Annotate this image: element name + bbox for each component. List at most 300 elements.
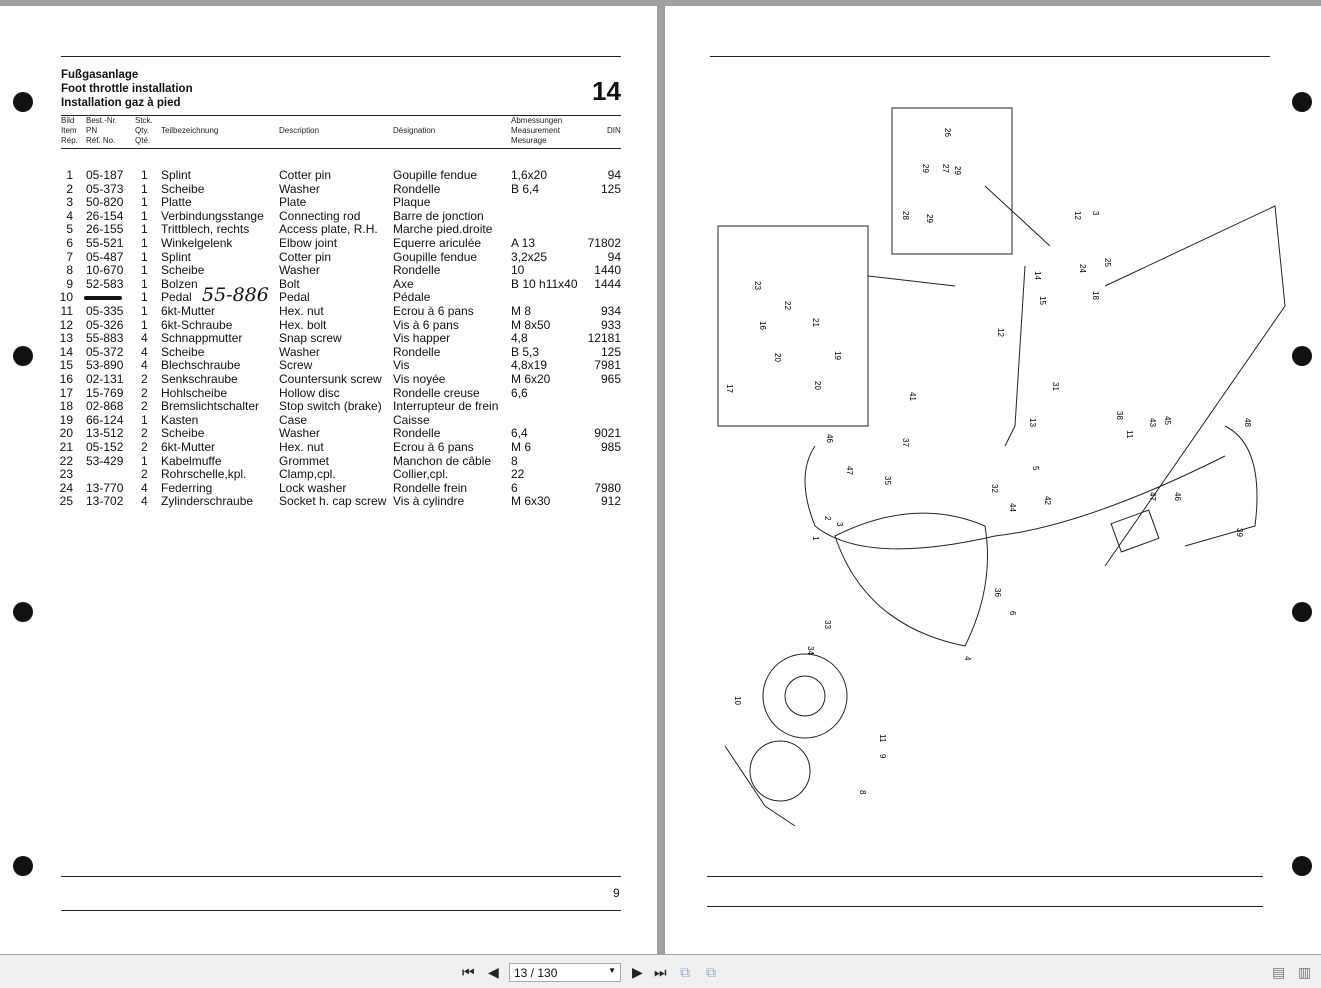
cell-pn: 10-670 [86,263,124,278]
cell-item: 10 [59,290,73,305]
callout-label: 23 [753,281,762,290]
callout-label: 15 [1038,296,1047,305]
cell-qty: 1 [141,290,148,305]
cell-teil: 6kt-Mutter [161,304,216,318]
cell-teil: Trittblech, rechts [161,222,250,237]
cell-pn: 55-521 [86,236,124,250]
pressure-plate [763,654,847,738]
cell-description: Stop switch (brake) [279,399,382,414]
cell-teil: Rohrschelle,kpl. [161,467,247,482]
struck-out-part-number [84,296,122,300]
cell-description: Pedal [279,290,310,305]
cell-qty: 4 [141,480,148,495]
cell-measurement: 6,6 [511,385,528,400]
col-header-pn-en: PN [86,126,98,135]
callout-label: 47 [1148,492,1157,501]
cell-qty: 1 [141,208,148,223]
col-header-din: DIN [607,126,621,135]
callout-label: 12 [1073,211,1082,220]
cell-measurement: B 6,4 [511,181,540,196]
cell-teil: Winkelgelenk [161,236,233,250]
cell-qty: 1 [141,453,148,468]
cell-pn: 52-583 [86,276,124,291]
callout-label: 14 [1033,271,1042,280]
divider [61,876,621,877]
cell-designation: Barre de jonction [393,208,484,223]
cell-pn: 13-702 [86,494,124,509]
cell-description: Socket h. cap screw [279,494,387,509]
callout-label: 29 [925,214,934,223]
cell-teil: Senkschraube [161,372,238,386]
callout-label: 3 [835,522,844,527]
table-row [0,331,657,345]
callout-label: 10 [733,696,742,705]
table-row [0,222,657,236]
cell-item: 3 [66,195,73,210]
cell-qty: 2 [141,372,148,386]
cell-item: 18 [59,399,73,414]
callout-label: 16 [758,321,767,330]
cell-teil: Kasten [161,412,199,427]
col-header-teil: Teilbezeichnung [161,126,219,135]
cell-designation: Vis à 6 pans [393,317,459,332]
cell-designation: Rondelle [393,181,441,196]
cell-teil: Pedal [161,290,192,305]
cell-qty: 4 [141,358,148,373]
cell-qty: 4 [141,494,148,509]
cell-din: 94 [607,249,621,264]
col-header-qty [135,116,153,146]
callout-label: 34 [806,646,815,655]
divider [61,148,621,149]
cell-description: Hex. nut [279,440,324,454]
cell-pn: 26-154 [86,208,124,223]
cell-description: Cotter pin [279,168,332,182]
cell-teil: Verbindungsstange [161,208,264,223]
first-page-button[interactable]: ⏮ [462,964,475,980]
binder-hole [13,346,33,366]
cell-item: 9 [66,276,73,291]
cell-qty: 1 [141,412,148,427]
cell-item: 1 [66,168,73,182]
cell-pn: 13-770 [86,480,124,495]
callout-label: 46 [825,434,834,443]
table-row [0,318,657,332]
cell-qty: 4 [141,344,148,359]
cell-measurement: 1,6x20 [511,168,548,182]
cell-designation: Goupille fendue [393,168,478,182]
col-header-pn-de: Best.-Nr. [86,116,118,125]
cell-qty: 2 [141,426,148,441]
binder-hole [1292,346,1312,366]
binder-hole [1292,602,1312,622]
cell-pn: 26-155 [86,222,124,237]
cell-item: 25 [59,494,73,509]
table-row [0,182,657,196]
callout-label: 22 [783,301,792,310]
cell-teil: Bolzen [161,276,198,291]
pedal-shaft [1005,266,1025,446]
table-row [0,413,657,427]
cell-qty: 1 [141,276,148,291]
cell-item: 22 [59,453,73,468]
clutch-disc [750,741,810,801]
callout-label: 33 [823,620,832,629]
pdf-toolbar [0,955,1321,988]
page-selector[interactable] [509,963,621,982]
cell-din: 71802 [587,236,621,250]
callout-label: 11 [1125,430,1134,439]
cell-designation: Vis happer [393,331,451,346]
cell-pn: 53-890 [86,358,124,373]
table-row [0,440,657,454]
col-header-qty-de: Stck. [135,116,153,125]
left-page [0,6,657,954]
col-header-item-de: Bild [61,116,75,125]
cell-item: 15 [59,358,73,373]
binder-hole [1292,92,1312,112]
cell-item: 11 [60,304,73,318]
cell-designation: Goupille fendue [393,249,478,264]
cell-teil: Platte [161,195,192,210]
cell-din: 125 [600,344,621,359]
callout-label: 43 [1148,418,1157,427]
callout-label: 20 [813,381,822,390]
cell-designation: Rondelle creuse [393,385,480,400]
binder-hole [13,92,33,112]
cell-din: 985 [600,440,621,454]
cell-description: Access plate, R.H. [279,222,378,237]
cell-teil: Hohlscheibe [161,385,228,400]
cell-qty: 1 [141,222,148,237]
cell-measurement: M 8x50 [511,317,551,332]
cell-measurement: 6,4 [511,426,528,441]
pedal [1111,510,1159,552]
table-row [0,386,657,400]
callout-label: 25 [1103,258,1112,267]
col-header-description: Description [279,126,320,135]
cell-din: 12181 [587,331,621,346]
cell-qty: 2 [141,399,148,414]
callout-label: 37 [901,438,910,447]
cell-designation: Rondelle [393,263,441,278]
cell-measurement: B 5,3 [511,344,540,359]
last-page-button[interactable]: ⏭ [654,964,667,980]
cell-designation: Caisse [393,412,430,427]
cell-measurement: 4,8 [511,331,528,346]
single-page-view-icon[interactable]: ▤ [1272,964,1286,980]
cell-designation: Collier,cpl. [393,467,449,482]
cell-description: Cotter pin [279,249,332,264]
cell-description: Washer [279,426,320,441]
cell-description: Grommet [279,453,330,468]
cell-qty: 2 [141,440,148,454]
callout-label: 13 [1028,418,1037,427]
cell-item: 12 [59,317,73,332]
callout-label: 5 [1031,466,1040,471]
callout-label: 9 [878,754,887,759]
cell-din: 94 [607,168,621,182]
cell-description: Hollow disc [279,385,340,400]
callout-label: 31 [1051,382,1060,391]
cell-designation: Axe [393,276,414,291]
table-row [0,372,657,386]
pedal-arm [1185,426,1257,546]
cell-din: 965 [600,372,621,386]
cell-pn: 15-769 [86,385,124,400]
cell-item: 4 [66,208,73,223]
cell-designation: Vis à cylindre [393,494,465,509]
cell-qty: 2 [141,385,148,400]
table-row [0,209,657,223]
cell-item: 8 [66,263,73,278]
cell-din: 934 [600,304,621,318]
chevron-down-icon: ▼ [608,966,616,975]
cell-description: Washer [279,263,320,278]
cell-measurement: 8 [511,453,518,468]
cell-item: 21 [59,440,73,454]
cell-measurement: 22 [511,467,525,482]
cell-item: 7 [66,249,73,264]
cell-qty: 1 [141,168,148,182]
cell-description: Washer [279,181,320,196]
cell-qty: 4 [141,331,148,346]
cell-description: Elbow joint [279,236,338,250]
callout-label: 4 [963,656,972,661]
cell-measurement: B 10 h11x40 [511,276,578,291]
cell-din: 1440 [594,263,621,278]
cell-din: 912 [600,494,621,509]
cell-description: Hex. bolt [279,317,327,332]
callout-label: 20 [773,353,782,362]
cell-designation: Marche pied.droite [393,222,493,237]
callout-label: 28 [901,211,910,220]
cell-description: Washer [279,344,320,359]
cell-measurement: 3,2x25 [511,249,548,264]
cell-measurement: 10 [511,263,525,278]
cell-qty: 1 [141,181,148,196]
cell-qty: 2 [141,467,148,482]
cell-designation: Manchon de câble [393,453,492,468]
col-header-measurement-de: Abmessungen [511,116,563,125]
callout-label: 44 [1008,503,1017,512]
callout-label: 32 [990,484,999,493]
cell-designation: Rondelle [393,344,441,359]
col-header-item [61,116,78,146]
cell-qty: 1 [141,317,148,332]
callout-label: 17 [725,384,734,393]
binder-hole [13,602,33,622]
callout-label: 45 [1163,416,1172,425]
cell-measurement: M 6 [511,440,532,454]
cell-description: Plate [279,195,307,210]
col-header-item-fr: Rép. [61,136,78,145]
cell-pn: 05-373 [86,181,124,196]
frame [1105,206,1285,566]
callout-label: 42 [1043,496,1052,505]
col-header-qty-en: Qty. [135,126,150,135]
cell-item: 24 [59,480,73,495]
col-header-pn-fr: Réf. No. [86,136,116,145]
cell-teil: Zylinderschraube [161,494,254,509]
rotate-back-icon[interactable]: ⧉ [680,964,690,980]
page-selector-value: 13 / 130 [514,966,558,980]
exploded-diagram [665,6,1321,954]
cable [805,446,1225,549]
col-header-designation: Désignation [393,126,436,135]
title-en: Foot throttle installation [61,83,193,95]
table-row [0,358,657,372]
cell-din: 125 [600,181,621,196]
cell-din: 7981 [594,358,621,373]
table-row [0,481,657,495]
divider [707,906,1263,907]
cell-item: 23 [59,467,73,482]
cell-designation: Vis [393,358,410,373]
cell-designation: Rondelle frein [393,480,468,495]
table-row [0,426,657,440]
right-page [665,6,1321,954]
cell-teil: Scheibe [161,263,205,278]
cell-measurement: A 13 [511,236,536,250]
cell-din: 1444 [594,276,621,291]
cell-qty: 1 [141,263,148,278]
cell-teil: Splint [161,168,192,182]
cell-pn: 05-372 [86,344,124,359]
table-row [0,236,657,250]
divider [61,56,621,57]
callout-label: 27 [941,164,950,173]
callout-label: 24 [1078,264,1087,273]
table-row [0,250,657,264]
title-de: Fußgasanlage [61,69,139,81]
callout-label: 46 [1173,492,1182,501]
rotate-forward-icon[interactable]: ⧉ [706,964,716,980]
table-row [0,467,657,481]
cell-measurement: M 6x20 [511,372,551,386]
handwritten-correction: 55-886 [202,284,269,306]
callout-label: 35 [883,476,892,485]
cell-item: 19 [59,412,73,427]
col-header-qty-fr: Qté. [135,136,151,145]
col-header-item-en: Item [61,126,77,135]
table-row [0,304,657,318]
cell-pn: 53-429 [86,453,124,468]
cell-item: 17 [59,385,73,400]
cell-description: Case [279,412,308,427]
cell-designation: Interrupteur de frein [393,399,499,414]
cell-item: 6 [66,236,73,250]
cell-item: 16 [59,372,73,386]
callout-label: 38 [1115,411,1124,420]
cell-teil: Scheibe [161,344,205,359]
table-row [0,168,657,182]
continuous-view-icon[interactable]: ▥ [1298,964,1312,980]
cell-pn: 05-335 [86,304,124,318]
cell-qty: 1 [141,304,148,318]
cell-description: Bolt [279,276,300,291]
callout-label: 48 [1243,418,1252,427]
cell-teil: Scheibe [161,426,205,441]
callout-label: 2 [823,516,832,521]
title-fr: Installation gaz à pied [61,97,181,109]
cell-pn: 05-326 [86,317,124,332]
cell-description: Snap screw [279,331,342,346]
next-page-button[interactable]: ▶ [632,964,643,980]
cell-pn: 05-487 [86,249,124,264]
clutch-housing [835,513,988,646]
callout-label: 26 [943,128,952,137]
callout-label: 18 [1091,291,1100,300]
col-header-pn [86,116,117,146]
table-row [0,494,657,508]
cell-designation: Ecrou à 6 pans [393,304,474,318]
section-number: 14 [592,76,621,106]
prev-page-button[interactable]: ◀ [488,964,499,980]
cell-teil: 6kt-Schraube [161,317,233,332]
callout-label: 19 [833,351,842,360]
divider [61,910,621,911]
cell-item: 20 [59,426,73,441]
cell-qty: 1 [141,195,148,210]
cell-item: 14 [59,344,73,359]
table-row [0,195,657,209]
callout-label: 8 [858,790,867,795]
col-header-measurement-en: Measurement [511,126,560,135]
cell-description: Hex. nut [279,304,324,318]
table-row [0,399,657,413]
cell-teil: Federring [161,480,213,495]
cell-pn: 05-187 [86,168,124,182]
cell-teil: Blechschraube [161,358,241,373]
cell-designation: Ecrou à 6 pans [393,440,474,454]
cell-teil: 6kt-Mutter [161,440,216,454]
cell-teil: Kabelmuffe [161,453,222,468]
cell-teil: Bremslichtschalter [161,399,260,414]
cell-din: 7980 [594,480,621,495]
table-row [0,263,657,277]
cell-measurement: M 8 [511,304,532,318]
cell-description: Countersunk screw [279,372,382,386]
cell-teil: Splint [161,249,192,264]
cell-designation: Vis noyée [393,372,446,386]
callout-label: 39 [1235,528,1244,537]
cell-description: Clamp,cpl. [279,467,336,482]
cell-designation: Rondelle [393,426,441,441]
callout-label: 36 [993,588,1002,597]
cell-item: 2 [66,181,73,196]
callout-label: 41 [908,392,917,401]
cell-din: 933 [600,317,621,332]
inset-box-linkage [718,226,868,426]
divider [707,876,1263,877]
cell-description: Connecting rod [279,208,361,223]
cell-qty: 1 [141,236,148,250]
callout-label: 1 [811,536,820,541]
cell-designation: Plaque [393,195,431,210]
callout-label: 3 [1091,211,1100,216]
cell-teil: Scheibe [161,181,205,196]
callout-label: 29 [953,166,962,175]
callout-label: 21 [811,318,820,327]
col-header-measurement [511,116,562,146]
page-number: 9 [613,886,620,900]
cell-measurement: 6 [511,480,518,495]
table-row [0,454,657,468]
callout-label: 12 [996,328,1005,337]
cell-description: Screw [279,358,313,373]
cell-item: 5 [66,222,73,237]
